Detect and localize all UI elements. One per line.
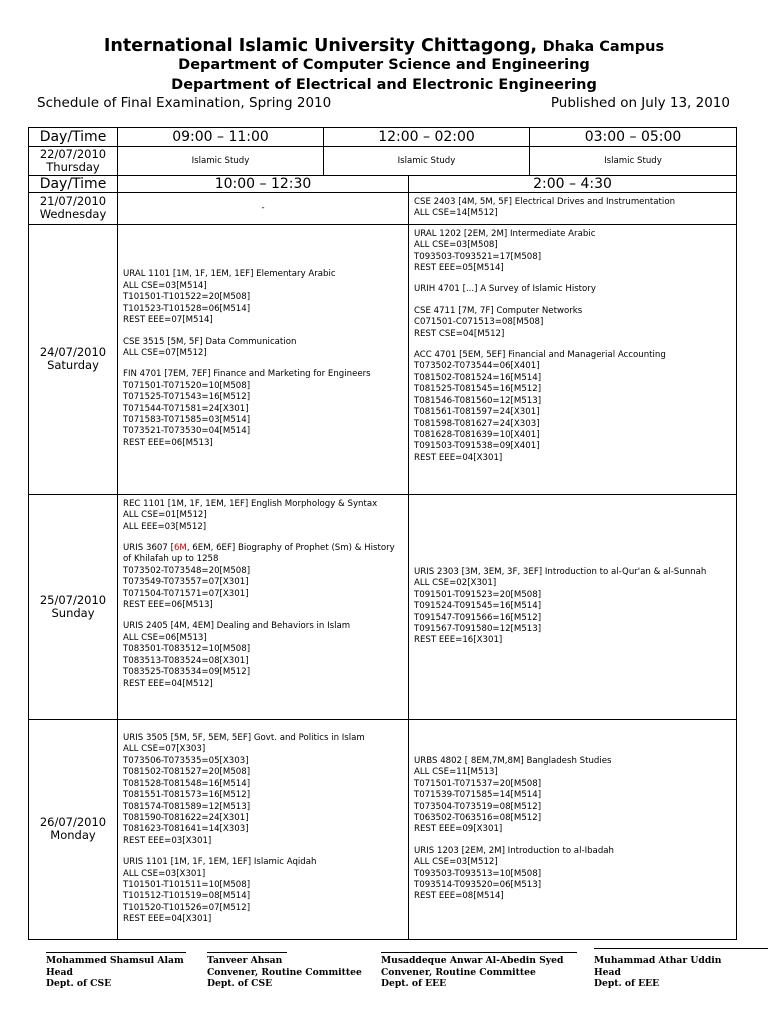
allocation-line: T073549-T073557=07[X301] [123, 577, 249, 588]
course-block [123, 857, 403, 925]
exam-date: 24/07/2010 [39, 345, 107, 360]
time-header-row-1 [29, 128, 737, 147]
allocation-line: T091567-T091580=12[M513] [414, 623, 542, 634]
allocation-line: T081551-T081573=16[M512] [123, 790, 251, 801]
course-block [123, 733, 403, 847]
day-time-header: Day/Time [29, 128, 118, 147]
allocation-line: REST EEE=16[X301] [414, 635, 503, 646]
signature-block [46, 955, 184, 990]
date-cell [29, 224, 118, 494]
allocation-line: T073521-T073530=04[M514] [123, 426, 251, 437]
signatory-role: Convener, Routine Committee [381, 966, 536, 978]
allocation-line: T101501-T101511=10[M508] [123, 879, 251, 890]
allocation-line: T083525-T083534=09[M512] [123, 667, 251, 678]
allocation-line: T081502-T081524=16[M514] [414, 372, 542, 383]
allocation-line: T083501-T083512=10[M508] [123, 644, 251, 655]
course-title-part: URIS 3607 [ [123, 543, 174, 554]
schedule-title: Schedule of Final Examination, Spring 2010 [37, 95, 332, 111]
course-block [414, 197, 731, 220]
allocation-line: REST EEE=06[M513] [123, 437, 213, 448]
course-title-line: FIN 4701 [7EM, 7EF] Finance and Marketing for Engineers [123, 369, 371, 380]
course-block [414, 306, 731, 340]
allocation-line: T071504-T071571=07[X301] [123, 588, 249, 599]
allocation-line: T083513-T083524=08[X301] [123, 655, 249, 666]
allocation-line: T093514-T093520=06[M513] [414, 879, 542, 890]
exam-day: Saturday [47, 358, 99, 373]
course-block [414, 846, 731, 903]
allocation-line: T071539-T071585=14[M514] [414, 790, 542, 801]
allocation-line: T101520-T101526=07[M512] [123, 902, 251, 913]
date-cell [29, 494, 118, 719]
course-title-part: , 6EM, 6EF] Biography of Prophet (Sm) & History of Khilafah up to 1258 [123, 543, 395, 565]
signatory-dept: Dept. of CSE [207, 978, 273, 989]
slot-header: 03:00 – 05:00 [530, 128, 737, 147]
exam-date: 21/07/2010 [39, 194, 107, 209]
allocation-line: T101512-T101519=08[M514] [123, 891, 251, 902]
allocation-line: T081561-T081597=24[X301] [414, 407, 540, 418]
exam-date: 25/07/2010 [39, 592, 107, 607]
course-title-line [123, 543, 403, 566]
allocation-line: ALL CSE=01[M512] [123, 510, 207, 521]
allocation-line: T073504-T073519=08[M512] [414, 801, 542, 812]
exam-day: Monday [50, 828, 96, 843]
allocation-line: ALL CSE=02[X301] [414, 578, 497, 589]
islamic-study-row [29, 147, 737, 176]
exam-day: Wednesday [39, 207, 107, 222]
date-cell [29, 719, 118, 939]
signature-line [207, 952, 287, 953]
allocation-line: REST EEE=04[X301] [414, 452, 503, 463]
allocation-line: T071544-T071581=24[X301] [123, 403, 249, 414]
course-title-line: URIS 3505 [5M, 5F, 5EM, 5EF] Govt. and Politics in Islam [123, 733, 365, 744]
exam-day: Thursday [46, 160, 100, 174]
allocation-line: T081528-T081548=16[M514] [123, 778, 251, 789]
university-title [0, 36, 768, 56]
allocation-line: ALL EEE=03[M512] [123, 521, 207, 532]
afternoon-exam-cell [409, 193, 737, 225]
course-title-line: URIS 1203 [2EM, 2M] Introduction to al-Ibadah [414, 845, 614, 856]
signature-line [594, 948, 768, 949]
allocation-line: T073502-T073548=20[M508] [123, 565, 251, 576]
allocation-line: ALL CSE=03[M514] [123, 280, 207, 291]
course-title-line: REC 1101 [1M, 1F, 1EM, 1EF] English Morphology & Syntax [123, 498, 378, 509]
allocation-line: T101501-T101522=20[M508] [123, 292, 251, 303]
afternoon-exam-cell [409, 494, 737, 719]
course-title-line: URIS 2303 [3M, 3EM, 3F, 3EF] Introduction to al-Qur'an & al-Sunnah [414, 566, 707, 577]
morning-exam-cell [118, 494, 409, 719]
exam-day-row [29, 224, 737, 494]
signature-block [207, 955, 362, 990]
allocation-line: T101523-T101528=06[M514] [123, 303, 251, 314]
allocation-line: T073502-T073544=06[X401] [414, 361, 540, 372]
course-block [123, 369, 403, 449]
allocation-line: REST EEE=04[X301] [123, 914, 212, 925]
allocation-line: REST EEE=09[X301] [414, 824, 503, 835]
allocation-line: ALL CSE=03[M508] [414, 240, 498, 251]
course-block [123, 543, 403, 611]
course-title-line: ACC 4701 [5EM, 5EF] Financial and Managerial Accounting [414, 350, 666, 361]
allocation-line: T093503-T093513=10[M508] [414, 868, 542, 879]
dept-eee-title: Department of Electrical and Electronic Engineering [171, 77, 597, 93]
signatory-dept: Dept. of EEE [594, 978, 660, 989]
course-title-line: URAL 1202 [2EM, 2M] Intermediate Arabic [414, 228, 596, 239]
allocation-line: REST EEE=07[M514] [123, 315, 213, 326]
allocation-line: ALL CSE=03[X301] [123, 868, 206, 879]
course-title-line: URIS 1101 [1M, 1F, 1EM, 1EF] Islamic Aqidah [123, 857, 317, 868]
course-block [123, 621, 403, 689]
slot-header: 2:00 – 4:30 [409, 176, 737, 193]
exam-day-row [29, 193, 737, 225]
course-block [414, 229, 731, 275]
signatory-name: Tanveer Ahsan [207, 955, 283, 966]
campus-name: Dhaka Campus [542, 39, 665, 55]
course-title-line: URBS 4802 [ 8EM,7M,8M] Bangladesh Studies [414, 755, 612, 766]
exam-cell: Islamic Study [118, 147, 324, 176]
allocation-line: ALL CSE=11[M513] [414, 767, 498, 778]
allocation-line: T063502-T063516=08[M512] [414, 812, 542, 823]
allocation-line: T071525-T071543=16[M512] [123, 392, 251, 403]
course-block [414, 756, 731, 836]
signatory-dept: Dept. of CSE [46, 978, 112, 989]
course-block [414, 284, 731, 295]
course-block [414, 350, 731, 464]
course-title-line: URIH 4701 [...] A Survey of Islamic History [414, 284, 596, 295]
allocation-line: T091501-T091523=20[M508] [414, 589, 542, 600]
allocation-line: T081546-T081560=12[M513] [414, 395, 542, 406]
allocation-line: T091524-T091545=16[M514] [414, 601, 542, 612]
highlighted-section-code: 6M [173, 543, 187, 554]
allocation-line: T091503-T091538=09[X401] [414, 441, 540, 452]
course-title-line: CSE 4711 [7M, 7F] Computer Networks [414, 305, 583, 316]
date-cell [29, 147, 118, 176]
signatory-dept: Dept. of EEE [381, 978, 447, 989]
allocation-line: T081628-T081639=10[X401] [414, 429, 540, 440]
slot-header: 12:00 – 02:00 [324, 128, 530, 147]
signature-block [594, 955, 721, 990]
signature-block [381, 955, 563, 990]
exam-day-row [29, 494, 737, 719]
day-time-header: Day/Time [29, 176, 118, 193]
allocation-line: T071583-T071585=03[M514] [123, 414, 251, 425]
university-name: International Islamic University Chittagong, [103, 36, 538, 56]
exam-date: 26/07/2010 [39, 815, 107, 830]
signatory-role: Head [594, 966, 621, 978]
exam-date: 22/07/2010 [39, 147, 107, 161]
course-block [123, 269, 403, 326]
dept-cse-title: Department of Computer Science and Engineering [178, 57, 590, 73]
exam-cell: Islamic Study [530, 147, 737, 176]
signature-line [381, 952, 577, 953]
morning-exam-cell [118, 193, 409, 225]
course-title-line: URAL 1101 [1M, 1F, 1EM, 1EF] Elementary Arabic [123, 269, 336, 280]
signatory-name: Musaddeque Anwar Al-Abedin Syed [381, 955, 564, 966]
allocation-line: T081623-T081641=14[X303] [123, 824, 249, 835]
course-title-line: CSE 2403 [4M, 5M, 5F] Electrical Drives and Instrumentation [414, 197, 676, 207]
course-block [123, 337, 403, 360]
allocation-line: REST EEE=04[M512] [123, 678, 213, 689]
exam-day: Sunday [51, 605, 95, 620]
allocation-line: T081574-T081589=12[M513] [123, 801, 251, 812]
morning-exam-cell [118, 224, 409, 494]
allocation-line: C071501-C071513=08[M508] [414, 317, 544, 328]
signatory-role: Convener, Routine Committee [207, 966, 362, 978]
course-title-line: - [261, 202, 265, 213]
course-block [123, 499, 403, 533]
morning-exam-cell [118, 719, 409, 939]
allocation-line: T081525-T081545=16[M512] [414, 384, 542, 395]
allocation-line: T081590-T081622=24[X301] [123, 812, 249, 823]
signatory-name: Muhammad Athar Uddin [594, 955, 722, 966]
exam-cell: Islamic Study [324, 147, 530, 176]
allocation-line: T093503-T093521=17[M508] [414, 251, 542, 262]
allocation-line: REST EEE=06[M513] [123, 600, 213, 611]
allocation-line: REST CSE=04[M512] [414, 328, 505, 339]
allocation-line: REST EEE=08[M514] [414, 891, 504, 902]
allocation-line: T071501-T071520=10[M508] [123, 380, 251, 391]
allocation-line: T081502-T081527=20[M508] [123, 767, 251, 778]
course-block [123, 203, 403, 214]
course-title-line: URIS 2405 [4M, 4EM] Dealing and Behaviors in Islam [123, 621, 351, 632]
allocation-line: ALL CSE=03[M512] [414, 857, 498, 868]
allocation-line: T071501-T071537=20[M508] [414, 778, 542, 789]
exam-day-row [29, 719, 737, 939]
allocation-line: REST EEE=05[M514] [414, 263, 504, 274]
exam-schedule-table [28, 127, 737, 940]
allocation-line: ALL CSE=07[M512] [123, 347, 207, 358]
time-header-row-2 [29, 176, 737, 193]
allocation-line: T081598-T081627=24[X303] [414, 418, 540, 429]
allocation-line: T073506-T073535=05[X303] [123, 755, 249, 766]
allocation-line: T091547-T091566=16[M512] [414, 612, 542, 623]
signature-line [46, 952, 186, 953]
signatory-role: Head [46, 966, 73, 978]
date-cell [29, 193, 118, 225]
allocation-line: ALL CSE=07[X303] [123, 744, 206, 755]
allocation-line: ALL CSE=14[M512] [414, 208, 498, 219]
afternoon-exam-cell [409, 224, 737, 494]
course-title-line: CSE 3515 [5M, 5F] Data Communication [123, 336, 297, 347]
published-date: Published on July 13, 2010 [550, 95, 730, 111]
slot-header: 09:00 – 11:00 [118, 128, 324, 147]
allocation-line: REST EEE=03[X301] [123, 835, 212, 846]
course-block [414, 567, 731, 647]
afternoon-exam-cell [409, 719, 737, 939]
signatory-name: Mohammed Shamsul Alam [46, 955, 184, 966]
slot-header: 10:00 – 12:30 [118, 176, 409, 193]
allocation-line: ALL CSE=06[M513] [123, 632, 207, 643]
